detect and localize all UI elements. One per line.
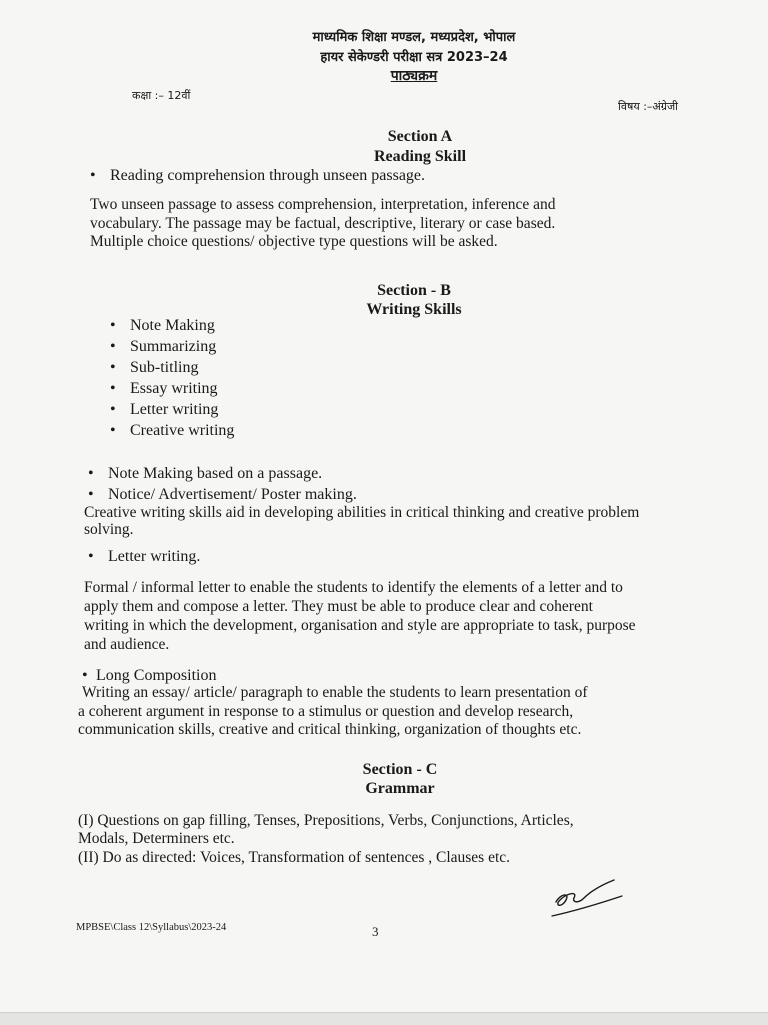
scan-bottom-edge bbox=[0, 1012, 768, 1025]
grammar-item-1-cont: Modals, Determiners etc. bbox=[78, 830, 235, 847]
list-item: • Summarizing bbox=[108, 336, 234, 357]
section-c-title: Section - C bbox=[362, 761, 438, 778]
section-c-subtitle: Grammar bbox=[365, 780, 435, 797]
list-item: • Notice/ Advertisement/ Poster making. bbox=[86, 484, 357, 505]
list-item: • Letter writing bbox=[108, 399, 234, 420]
text-line: communication skills, creative and critical thinking, organization of thoughts etc. bbox=[78, 721, 582, 738]
grammar-item-2: (II) Do as directed: Voices, Transformation of sentences , Clauses etc. bbox=[78, 849, 511, 866]
text-line: Two unseen passage to assess comprehension, interpretation, inference and bbox=[90, 196, 556, 213]
list-item: • Sub-titling bbox=[108, 357, 234, 378]
text-line: Writing an essay/ article/ paragraph to enable the students to learn presentation of bbox=[82, 684, 588, 701]
section-b-bullets-2 bbox=[86, 546, 200, 567]
page-number: 3 bbox=[372, 924, 379, 939]
grammar-item-1: (I) Questions on gap filling, Tenses, Prepositions, Verbs, Conjunctions, Articles, bbox=[78, 812, 574, 829]
subject-label: विषय :–अंग्रेजी bbox=[618, 100, 679, 113]
section-b-bullets-3 bbox=[80, 665, 216, 686]
section-b-bullets-1 bbox=[86, 463, 357, 505]
text-line: solving. bbox=[84, 521, 134, 538]
list-item: • Note Making based on a passage. bbox=[86, 463, 357, 484]
text-line: apply them and compose a letter. They must be able to produce clear and coherent bbox=[84, 598, 593, 615]
list-item: • Essay writing bbox=[108, 378, 234, 399]
footer-path: MPBSE\Class 12\Syllabus\2023-24 bbox=[76, 922, 227, 933]
section-b-title: Section - B bbox=[377, 282, 451, 299]
signature-icon bbox=[548, 872, 628, 922]
text-line: Creative writing skills aid in developing abilities in critical thinking and creative problem bbox=[84, 504, 640, 521]
section-a-subtitle: Reading Skill bbox=[373, 148, 467, 165]
board-name: माध्यमिक शिक्षा मण्डल, मध्यप्रदेश, भोपाल bbox=[312, 30, 516, 45]
text-line: and audience. bbox=[84, 636, 170, 653]
list-item: • Long Composition bbox=[80, 665, 216, 686]
list-item: • Creative writing bbox=[108, 420, 234, 441]
text-line: vocabulary. The passage may be factual, descriptive, literary or case based. bbox=[90, 215, 556, 232]
class-label: कक्षा :– 12वीं bbox=[132, 89, 191, 102]
text-line: writing in which the development, organisation and style are appropriate to task, purpose bbox=[84, 617, 636, 634]
text-line: Formal / informal letter to enable the students to identify the elements of a letter and to bbox=[84, 579, 623, 596]
writing-skills-list bbox=[108, 315, 234, 441]
list-item: • Letter writing. bbox=[86, 546, 200, 567]
section-a-title: Section A bbox=[387, 128, 453, 145]
exam-session: हायर सेकेण्डरी परीक्षा सत्र 2023–24 bbox=[320, 50, 508, 65]
list-item: • Note Making bbox=[108, 315, 234, 336]
text-line: Multiple choice questions/ objective type questions will be asked. bbox=[90, 233, 498, 250]
text-line: a coherent argument in response to a stimulus or question and develop research, bbox=[78, 703, 574, 720]
section-b-subtitle: Writing Skills bbox=[366, 301, 462, 318]
syllabus-heading: पाठ्यक्रम bbox=[390, 68, 438, 84]
list-item: • Reading comprehension through unseen passage. bbox=[88, 165, 425, 186]
section-a-bullets bbox=[88, 165, 425, 186]
